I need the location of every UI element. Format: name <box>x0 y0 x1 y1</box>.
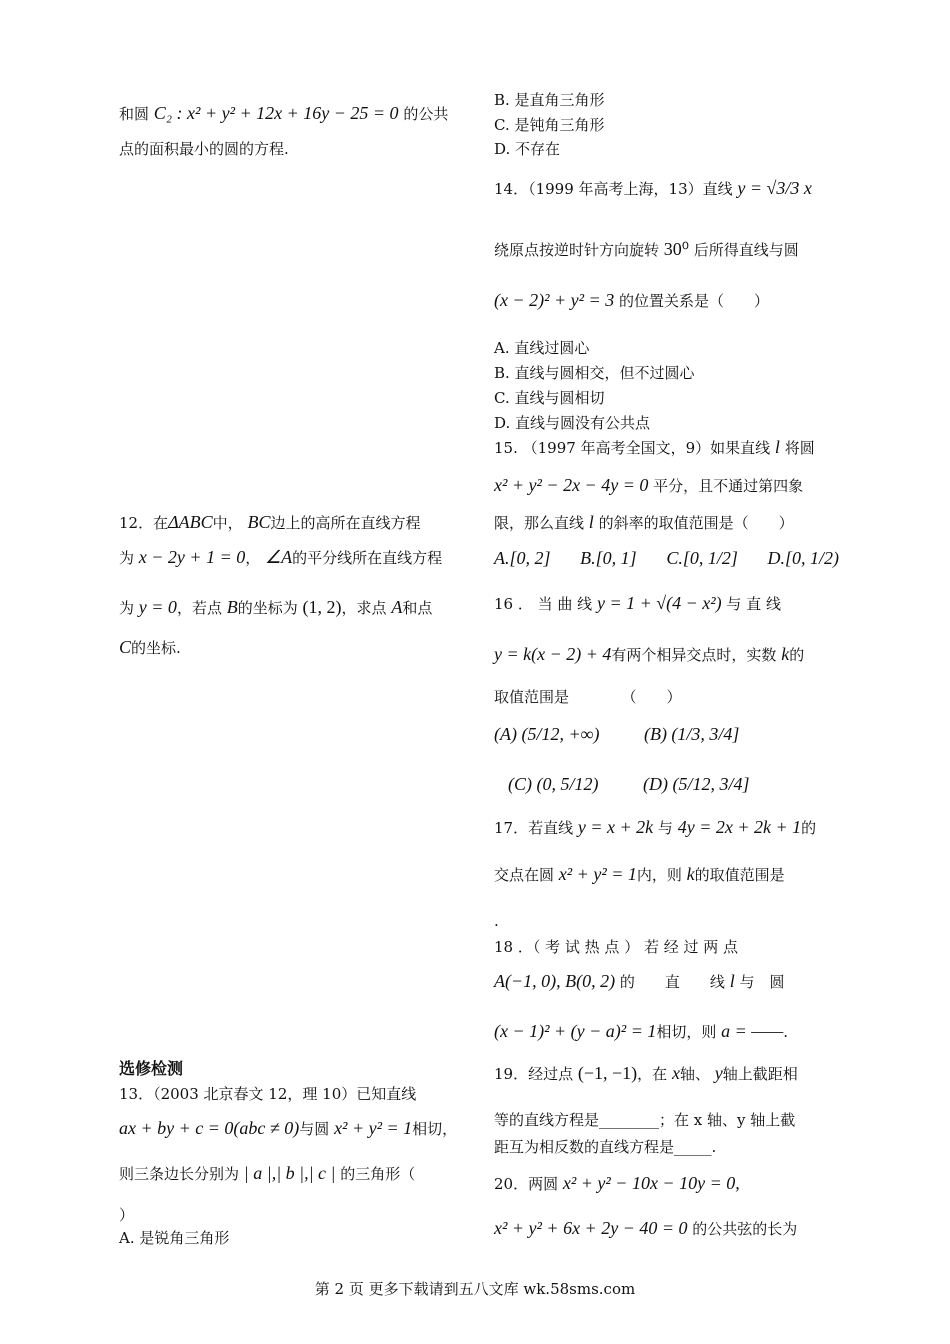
text: 16 ． 当 曲 线 <box>494 595 593 613</box>
text: 轴上截距相 <box>722 1065 798 1083</box>
q18-line-1: 18 ．（ 考 试 热 点 ） 若 经 过 两 点 <box>494 938 739 956</box>
equation-circle: (x − 2)² + y² = 3 <box>494 290 615 310</box>
text: 后所得直线与圆 <box>693 241 799 259</box>
text: 的坐标. <box>131 639 181 657</box>
equation-line-2: 4y = 2x + 2k + 1 <box>677 817 802 837</box>
math-triangle-abc: ΔABC <box>168 512 213 532</box>
option-c: C.[0, 1/2] <box>666 548 738 568</box>
equation-bisector: y = 0 <box>138 597 177 617</box>
text: 的公共弦的长为 <box>692 1220 798 1238</box>
text: 内，则 <box>636 866 682 884</box>
text: 的公共 <box>403 105 449 123</box>
text: 的三角形（ <box>340 1165 416 1183</box>
equation-unit-circle: x² + y² = 1 <box>558 864 637 884</box>
equation-circle-2: x² + y² + 6x + 2y − 40 = 0 <box>494 1218 688 1238</box>
q19-line-1 <box>494 1062 839 1085</box>
math-points-ab: A(−1, 0), B(0, 2) <box>494 971 616 991</box>
q12-line-1 <box>119 511 464 534</box>
q15-line-3 <box>494 511 839 534</box>
math-point: (−1, −1) <box>577 1063 638 1083</box>
text: 交点在圆 <box>494 866 555 884</box>
q18-line-2 <box>494 970 839 993</box>
math-line-l: l <box>729 971 735 991</box>
q11-line-1 <box>119 102 464 125</box>
text: 20．两圆 <box>494 1175 559 1193</box>
q13-option-a: A. 是锐角三角形 <box>119 1229 230 1247</box>
text: 的斜率的取值范围是（ ） <box>598 514 794 532</box>
text: 将圆 <box>784 439 815 457</box>
equation-line-1: y = x + 2k <box>577 817 654 837</box>
q16-line-2 <box>494 643 839 666</box>
math-a-blank: a = —— <box>721 1021 784 1041</box>
math-bc: BC <box>247 512 271 532</box>
q14-option-b: B. 直线与圆相交，但不过圆心 <box>494 364 695 382</box>
text: 的位置关系是（ ） <box>618 292 769 310</box>
math-line-l: l <box>774 437 780 457</box>
q15-options <box>494 547 839 569</box>
text: 和圆 <box>119 105 150 123</box>
option-b: B.[0, 1] <box>580 548 637 568</box>
q13-line-3 <box>119 1162 464 1185</box>
text: . <box>783 1023 789 1041</box>
q16-line-1 <box>494 592 839 615</box>
q20-line-1 <box>494 1172 839 1195</box>
math-abs-abc: | a |,| b |,| c | <box>243 1163 336 1183</box>
page-footer: 第 2 页 更多下载请到五八文库 wk.58sms.com <box>314 1280 636 1298</box>
equation-circle-1: x² + y² − 10x − 10y = 0, <box>562 1173 740 1193</box>
q14-option-a: A. 直线过圆心 <box>494 339 590 357</box>
q19-line-2: 等的直线方程是________；在 x 轴、y 轴上截 <box>494 1111 796 1129</box>
q16-options-row-2 <box>494 773 839 795</box>
math-angle-30: 30⁰ <box>663 239 690 259</box>
text: ， <box>245 549 261 567</box>
math-angle-a: ∠A <box>265 547 293 567</box>
text: 15. （1997 年高考全国文，9）如果直线 <box>494 439 771 457</box>
q17-line-1 <box>494 816 839 839</box>
option-a: (A) (5/12, +∞) <box>494 724 600 744</box>
q17-line-3: . <box>494 912 499 930</box>
text: ，若点 <box>176 599 222 617</box>
text: 与 圆 <box>739 973 785 991</box>
equation-curve: y = 1 + √(4 − x²) <box>596 593 722 613</box>
q14-option-c: C. 直线与圆相切 <box>494 389 605 407</box>
text: 为 <box>119 599 135 617</box>
text: 和点 <box>402 599 433 617</box>
option-c: (C) (0, 5/12) <box>508 774 599 794</box>
q17-line-2 <box>494 863 839 886</box>
equation-line: y = k(x − 2) + 4 <box>494 644 612 664</box>
text: 与 <box>657 819 673 837</box>
text: 中， <box>212 514 243 532</box>
equation-line: ax + by + c = 0(abc ≠ 0) <box>119 1118 300 1138</box>
text: 的 <box>789 646 805 664</box>
math-point-a: A <box>391 597 403 617</box>
math-point-c: C <box>119 637 132 657</box>
text: 绕原点按逆时针方向旋转 <box>494 241 660 259</box>
text: 则三条边长分别为 <box>119 1165 240 1183</box>
math-k: k <box>781 644 790 664</box>
option-b: (B) (1/3, 3/4] <box>643 724 740 744</box>
q12-line-4 <box>119 636 464 659</box>
text: 的取值范围是 <box>694 866 785 884</box>
option-a: A.[0, 2] <box>494 548 551 568</box>
math-y: y <box>714 1063 723 1083</box>
text: 12．在 <box>119 514 169 532</box>
text: 的坐标为 <box>237 599 298 617</box>
text: 轴、 <box>679 1065 710 1083</box>
text: 限，那么直线 <box>494 514 585 532</box>
text: 边上的高所在直线方程 <box>270 514 421 532</box>
q13-line-1: 13．（2003 北京春文 12，理 10）已知直线 <box>119 1085 417 1103</box>
text: 14．（1999 年高考上海，13）直线 <box>494 180 733 198</box>
section-title: 选修检测 <box>119 1059 184 1078</box>
q15-line-2 <box>494 474 839 497</box>
text: 平分，且不通过第四象 <box>653 477 804 495</box>
q16-line-3: 取值范围是 （ ） <box>494 688 682 706</box>
math-k: k <box>686 864 695 884</box>
q12-line-3 <box>119 596 464 619</box>
q20-line-2 <box>494 1217 839 1240</box>
text: 的 <box>801 819 817 837</box>
q14-line-1 <box>494 177 839 200</box>
text: 与圆 <box>299 1120 330 1138</box>
text: 为 <box>119 549 135 567</box>
text: ，在 <box>637 1065 668 1083</box>
option-d: D.[0, 1/2) <box>767 548 839 568</box>
text: 17．若直线 <box>494 819 574 837</box>
text: 相切，则 <box>656 1023 717 1041</box>
q16-options-row-1 <box>494 723 839 745</box>
q15-line-1 <box>494 436 839 459</box>
q13-option-d: D. 不存在 <box>494 140 561 158</box>
equation-circle: x² + y² − 2x − 4y = 0 <box>494 475 649 495</box>
q13-option-c: C. 是钝角三角形 <box>494 116 605 134</box>
q13-line-4: ） <box>119 1206 135 1224</box>
text: 相切， <box>412 1120 458 1138</box>
q14-option-d: D. 直线与圆没有公共点 <box>494 414 651 432</box>
text: 与 直 线 <box>726 595 781 613</box>
text: 有两个相异交点时，实数 <box>611 646 777 664</box>
q14-line-2 <box>494 238 839 261</box>
q13-line-2 <box>119 1117 464 1140</box>
q14-line-3 <box>494 289 839 312</box>
q13-option-b: B. 是直角三角形 <box>494 91 605 109</box>
option-d: (D) (5/12, 3/4] <box>642 774 750 794</box>
math-coord-b: (1, 2) <box>302 597 342 617</box>
q19-line-3: 距互为相反数的直线方程是_____. <box>494 1138 717 1156</box>
equation-altitude: x − 2y + 1 = 0 <box>138 547 246 567</box>
equation-line-y: y = √3/3 x <box>737 178 812 198</box>
equation-circle-c2: C₂ : x² + y² + 12x + 16y − 25 = 0 <box>153 103 399 123</box>
math-line-l: l <box>588 512 594 532</box>
q11-line-2: 点的面积最小的圆的方程. <box>119 140 289 158</box>
text: 19．经过点 <box>494 1065 574 1083</box>
equation-circle: (x − 1)² + (y − a)² = 1 <box>494 1021 657 1041</box>
math-point-b: B <box>226 597 238 617</box>
equation-unit-circle: x² + y² = 1 <box>334 1118 413 1138</box>
math-x: x <box>671 1063 680 1083</box>
text: ，求点 <box>341 599 387 617</box>
q12-line-2 <box>119 546 464 569</box>
text: 的平分线所在直线方程 <box>292 549 443 567</box>
text: 的 直 线 <box>619 973 725 991</box>
q18-line-3 <box>494 1020 839 1043</box>
